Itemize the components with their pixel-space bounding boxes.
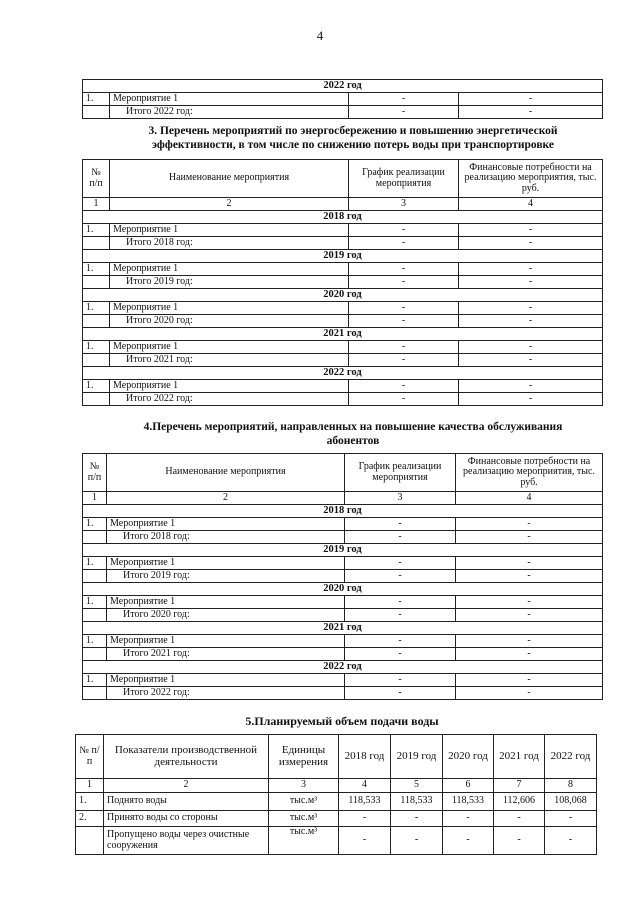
finance-cell: - xyxy=(459,93,603,106)
index-cell: 2 xyxy=(104,779,269,793)
finance-cell: - xyxy=(456,674,603,687)
year-header: 2022 год xyxy=(83,367,603,380)
row-number xyxy=(83,687,107,700)
finance-cell: - xyxy=(459,315,603,328)
year-row xyxy=(83,328,603,341)
finance-cell: - xyxy=(459,393,603,406)
year-header: 2018 год xyxy=(83,211,603,224)
table-row xyxy=(83,687,603,700)
table-row xyxy=(76,793,597,811)
finance-cell: - xyxy=(459,276,603,289)
schedule-cell: - xyxy=(345,570,456,583)
index-cell: 3 xyxy=(345,492,456,505)
finance-cell: - xyxy=(459,380,603,393)
schedule-cell: - xyxy=(349,302,459,315)
index-row xyxy=(83,198,603,211)
schedule-cell: - xyxy=(345,518,456,531)
index-cell: 1 xyxy=(83,492,107,505)
year-row xyxy=(83,505,603,518)
finance-cell: - xyxy=(456,687,603,700)
year-header: 2021 год xyxy=(83,622,603,635)
table-row xyxy=(83,341,603,354)
value-cell: - xyxy=(339,827,391,855)
schedule-cell: - xyxy=(345,557,456,570)
col-header-finance: Финансовые потребности на реализацию мероприятия, тыс. руб. xyxy=(456,454,603,492)
total-label: Итого 2019 год: xyxy=(107,570,345,583)
col-header-finance: Финансовые потребности на реализацию мероприятия, тыс. руб. xyxy=(459,160,603,198)
measure-name: Мероприятие 1 xyxy=(110,302,349,315)
finance-cell: - xyxy=(456,648,603,661)
year-row xyxy=(83,622,603,635)
measure-name: Мероприятие 1 xyxy=(107,635,345,648)
row-number: 1. xyxy=(83,674,107,687)
col-header-year: 2019 год xyxy=(391,735,443,779)
index-cell: 4 xyxy=(459,198,603,211)
finance-cell: - xyxy=(456,518,603,531)
col-header-year: 2018 год xyxy=(339,735,391,779)
row-number: 1. xyxy=(83,635,107,648)
row-number: 1. xyxy=(83,380,110,393)
header-row xyxy=(76,735,597,779)
total-label: Итого 2022 год: xyxy=(110,393,349,406)
value-cell: - xyxy=(339,811,391,827)
finance-cell: - xyxy=(459,224,603,237)
col-header-year: 2022 год xyxy=(545,735,597,779)
measure-name: Мероприятие 1 xyxy=(110,93,349,106)
index-cell: 2 xyxy=(107,492,345,505)
total-label: Итого 2019 год: xyxy=(110,276,349,289)
col-header-unit: Единицы измерения xyxy=(269,735,339,779)
schedule-cell: - xyxy=(349,237,459,250)
row-number xyxy=(83,237,110,250)
year-row xyxy=(83,583,603,596)
year-header: 2022 год xyxy=(83,661,603,674)
section-4-table xyxy=(82,453,603,700)
col-header-num: № п/п xyxy=(76,735,104,779)
row-number: 1. xyxy=(76,793,104,811)
finance-cell: - xyxy=(456,596,603,609)
row-number: 1. xyxy=(83,93,110,106)
total-label: Итого 2021 год: xyxy=(107,648,345,661)
index-cell: 7 xyxy=(494,779,545,793)
section-4-body xyxy=(83,505,603,700)
row-number xyxy=(83,648,107,661)
finance-cell: - xyxy=(459,106,603,119)
year-row xyxy=(83,289,603,302)
row-number: 2. xyxy=(76,811,104,827)
row-number xyxy=(76,827,104,855)
table-row xyxy=(76,811,597,827)
section-3-body xyxy=(83,211,603,406)
header-row xyxy=(83,454,603,492)
finance-cell: - xyxy=(459,354,603,367)
value-cell: - xyxy=(391,827,443,855)
year-header: 2020 год xyxy=(83,289,603,302)
total-label: Итого 2022 год: xyxy=(107,687,345,700)
row-number: 1. xyxy=(83,596,107,609)
table-row xyxy=(76,827,597,855)
finance-cell: - xyxy=(456,531,603,544)
year-row xyxy=(83,367,603,380)
measure-name: Мероприятие 1 xyxy=(110,263,349,276)
schedule-cell: - xyxy=(349,93,459,106)
total-label: Итого 2022 год: xyxy=(110,106,349,119)
schedule-cell: - xyxy=(349,106,459,119)
table-row xyxy=(83,635,603,648)
year-header: 2019 год xyxy=(83,250,603,263)
value-cell: - xyxy=(443,827,494,855)
value-cell: - xyxy=(545,827,597,855)
total-label: Итого 2018 год: xyxy=(110,237,349,250)
measure-name: Мероприятие 1 xyxy=(107,518,345,531)
col-header-name: Наименование мероприятия xyxy=(107,454,345,492)
row-number: 1. xyxy=(83,263,110,276)
finance-cell: - xyxy=(459,263,603,276)
indicator-name: Пропущено воды через очистные сооружения xyxy=(104,827,269,855)
year-row xyxy=(83,211,603,224)
year-row xyxy=(83,544,603,557)
row-number xyxy=(83,276,110,289)
value-cell: 112,606 xyxy=(494,793,545,811)
index-cell: 3 xyxy=(349,198,459,211)
col-header-indicator: Показатели производственной деятельности xyxy=(104,735,269,779)
table-row xyxy=(83,106,603,119)
index-cell: 8 xyxy=(545,779,597,793)
finance-cell: - xyxy=(456,557,603,570)
measure-name: Мероприятие 1 xyxy=(110,224,349,237)
table-row xyxy=(83,596,603,609)
finance-cell: - xyxy=(456,635,603,648)
schedule-cell: - xyxy=(349,354,459,367)
table-row xyxy=(83,315,603,328)
row-number xyxy=(83,354,110,367)
schedule-cell: - xyxy=(349,263,459,276)
col-header-schedule: График реализации мероприятия xyxy=(345,454,456,492)
table-row xyxy=(83,224,603,237)
row-number: 1. xyxy=(83,518,107,531)
table-row xyxy=(83,557,603,570)
year-header: 2018 год xyxy=(83,505,603,518)
measure-name: Мероприятие 1 xyxy=(110,380,349,393)
finance-cell: - xyxy=(456,570,603,583)
col-header-schedule: График реализации мероприятия xyxy=(349,160,459,198)
schedule-cell: - xyxy=(345,596,456,609)
schedule-cell: - xyxy=(345,635,456,648)
year-header: 2020 год xyxy=(83,583,603,596)
index-cell: 4 xyxy=(339,779,391,793)
finance-cell: - xyxy=(459,302,603,315)
total-label: Итого 2020 год: xyxy=(110,315,349,328)
schedule-cell: - xyxy=(345,687,456,700)
row-number: 1. xyxy=(83,341,110,354)
value-cell: - xyxy=(545,811,597,827)
index-row xyxy=(83,492,603,505)
schedule-cell: - xyxy=(349,380,459,393)
measure-name: Мероприятие 1 xyxy=(107,596,345,609)
total-label: Итого 2020 год: xyxy=(107,609,345,622)
row-number xyxy=(83,393,110,406)
row-number xyxy=(83,570,107,583)
table-row xyxy=(83,354,603,367)
value-cell: 108,068 xyxy=(545,793,597,811)
schedule-cell: - xyxy=(345,609,456,622)
value-cell: - xyxy=(443,811,494,827)
unit-cell: тыс.м³ xyxy=(269,811,339,827)
index-cell: 3 xyxy=(269,779,339,793)
indicator-name: Принято воды со стороны xyxy=(104,811,269,827)
col-header-year: 2021 год xyxy=(494,735,545,779)
col-header-year: 2020 год xyxy=(443,735,494,779)
index-cell: 4 xyxy=(456,492,603,505)
row-number: 1. xyxy=(83,224,110,237)
section-5-table xyxy=(75,734,597,855)
value-cell: - xyxy=(494,827,545,855)
schedule-cell: - xyxy=(349,224,459,237)
table-row xyxy=(83,531,603,544)
value-cell: 118,533 xyxy=(443,793,494,811)
table-row xyxy=(83,393,603,406)
header-row xyxy=(83,160,603,198)
value-cell: 118,533 xyxy=(391,793,443,811)
schedule-cell: - xyxy=(345,674,456,687)
total-label: Итого 2018 год: xyxy=(107,531,345,544)
row-number: 1. xyxy=(83,557,107,570)
table-row xyxy=(83,93,603,106)
total-label: Итого 2021 год: xyxy=(110,354,349,367)
row-number xyxy=(83,106,110,119)
top-fragment-table xyxy=(82,79,603,119)
table-row xyxy=(83,648,603,661)
row-number: 1. xyxy=(83,302,110,315)
measure-name: Мероприятие 1 xyxy=(107,674,345,687)
schedule-cell: - xyxy=(349,393,459,406)
row-number xyxy=(83,315,110,328)
index-cell: 1 xyxy=(83,198,110,211)
index-cell: 1 xyxy=(76,779,104,793)
value-cell: - xyxy=(494,811,545,827)
schedule-cell: - xyxy=(349,315,459,328)
indicator-name: Поднято воды xyxy=(104,793,269,811)
index-cell: 2 xyxy=(110,198,349,211)
row-number xyxy=(83,531,107,544)
finance-cell: - xyxy=(459,341,603,354)
table-row xyxy=(83,380,603,393)
schedule-cell: - xyxy=(349,276,459,289)
table-row xyxy=(83,276,603,289)
measure-name: Мероприятие 1 xyxy=(110,341,349,354)
year-row xyxy=(83,250,603,263)
table-row xyxy=(83,570,603,583)
table-row xyxy=(83,302,603,315)
col-header-name: Наименование мероприятия xyxy=(110,160,349,198)
finance-cell: - xyxy=(456,609,603,622)
table-row xyxy=(83,674,603,687)
index-cell: 6 xyxy=(443,779,494,793)
row-number xyxy=(83,609,107,622)
table-row xyxy=(83,518,603,531)
col-header-num: № п/п xyxy=(83,160,110,198)
measure-name: Мероприятие 1 xyxy=(107,557,345,570)
year-row xyxy=(83,661,603,674)
section-3-title: 3. Перечень мероприятий по энергосбережению и повышению энергетической эффективности, в том числе по снижению потерь воды при транспортировке xyxy=(148,125,558,152)
year-header: 2021 год xyxy=(83,328,603,341)
value-cell: 118,533 xyxy=(339,793,391,811)
table-row xyxy=(83,609,603,622)
unit-cell: тыс.м³ xyxy=(269,793,339,811)
page-number: 4 xyxy=(316,28,324,43)
index-cell: 5 xyxy=(391,779,443,793)
index-row xyxy=(76,779,597,793)
schedule-cell: - xyxy=(345,531,456,544)
table-row xyxy=(83,237,603,250)
schedule-cell: - xyxy=(345,648,456,661)
table-row xyxy=(83,263,603,276)
year-header: 2019 год xyxy=(83,544,603,557)
section-4-title: 4.Перечень мероприятий, направленных на повышение качества обслуживания абонентов xyxy=(143,421,563,448)
year-header: 2022 год xyxy=(83,80,603,93)
value-cell: - xyxy=(391,811,443,827)
col-header-num: № п/п xyxy=(83,454,107,492)
section-3-table xyxy=(82,159,603,406)
unit-cell: тыс.м³ xyxy=(269,827,339,855)
section-5-title: 5.Планируемый объем подачи воды xyxy=(245,714,439,728)
finance-cell: - xyxy=(459,237,603,250)
schedule-cell: - xyxy=(349,341,459,354)
